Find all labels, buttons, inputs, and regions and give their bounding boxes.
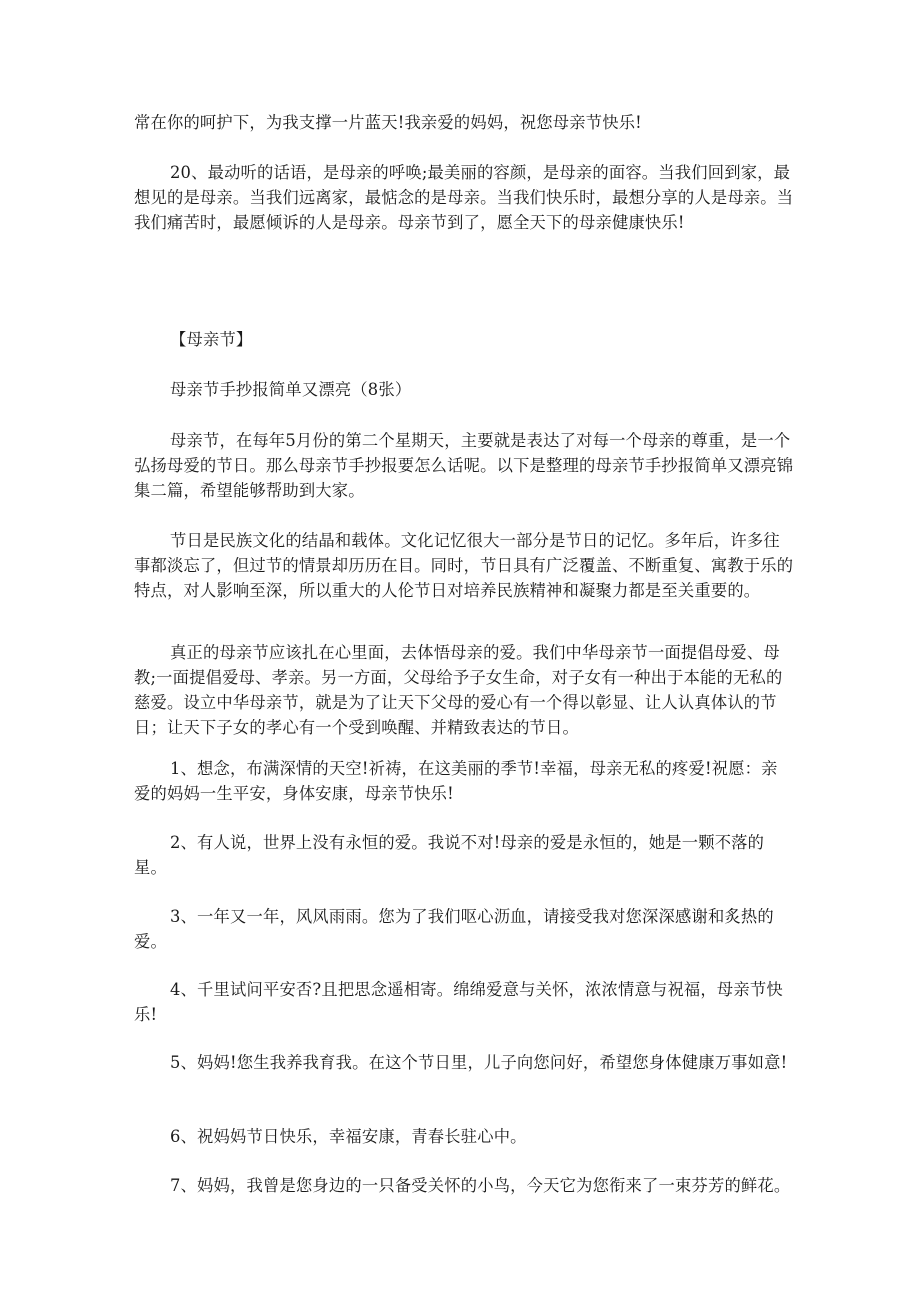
- section-heading: 【母亲节】: [170, 330, 253, 349]
- paragraph-item-20: 20、最动听的话语，是母亲的呼唤;最美丽的容颜，是母亲的面容。当我们回到家，最想见的是母亲。当我们远离家，最惦念的是母亲。当我们快乐时，最想分享的人是母亲。当我们痛苦时，最愿倾诉的人是母亲。母亲节到了，愿全天下的母亲健康快乐!: [134, 163, 794, 232]
- paragraph-item-7: 7、妈妈，我曾是您身边的一只备受关怀的小鸟，今天它为您衔来了一束芬芳的鲜花。: [170, 1176, 791, 1195]
- paragraph-item-5: 5、妈妈!您生我养我育我。在这个节日里，儿子向您问好，希望您身体健康万事如意!: [170, 1053, 788, 1072]
- paragraph-intro: 母亲节，在每年5月份的第二个星期天，主要就是表达了对每一个母亲的尊重，是一个弘扬母爱的节日。那么母亲节手抄报要怎么话呢。以下是整理的母亲节手抄报简单又漂亮锦集二篇，希望能够帮助到大家。: [134, 431, 794, 500]
- article-title: 母亲节手抄报简单又漂亮（8张）: [170, 380, 412, 399]
- paragraph-item-3: 3、一年又一年，风风雨雨。您为了我们呕心沥血，请接受我对您深深感谢和炙热的爱。: [134, 907, 774, 951]
- paragraph-true-mothers-day: 真正的母亲节应该扎在心里面，去体悟母亲的爱。我们中华母亲节一面提倡母爱、母教;一面提倡爱母、孝亲。另一方面，父母给予子女生命，对子女有一种出于本能的无私的慈爱。设立中华母亲节，就是为了让天下父母的爱心有一个得以彰显、让人认真体认的节日；让天下子女的孝心有一个受到唤醒、并精致表达的节日。: [134, 643, 783, 737]
- paragraph-item-2: 2、有人说，世界上没有永恒的爱。我说不对!母亲的爱是永恒的，她是一颗不落的星。: [134, 833, 765, 877]
- paragraph-item-1: 1、想念，布满深情的天空!祈祷，在这美丽的季节!幸福，母亲无私的疼爱!祝愿：亲爱的妈妈一生平安，身体安康，母亲节快乐!: [134, 759, 778, 803]
- paragraph-festival-culture: 节日是民族文化的结晶和载体。文化记忆很大一部分是节日的记忆。多年后，许多往事都淡忘了，但过节的情景却历历在目。同时，节日具有广泛覆盖、不断重复、寓教于乐的特点，对人影响至深，所以重大的人伦节日对培养民族精神和凝聚力都是至关重要的。: [134, 531, 794, 600]
- paragraph-item-6: 6、祝妈妈节日快乐，幸福安康，青春长驻心中。: [170, 1127, 527, 1146]
- paragraph-item-4: 4、千里试问平安否?且把思念遥相寄。绵绵爱意与关怀，浓浓情意与祝福，母亲节快乐!: [134, 980, 783, 1024]
- paragraph-blessing-closing: 常在你的呵护下，为我支撑一片蓝天!我亲爱的妈妈，祝您母亲节快乐!: [134, 113, 642, 132]
